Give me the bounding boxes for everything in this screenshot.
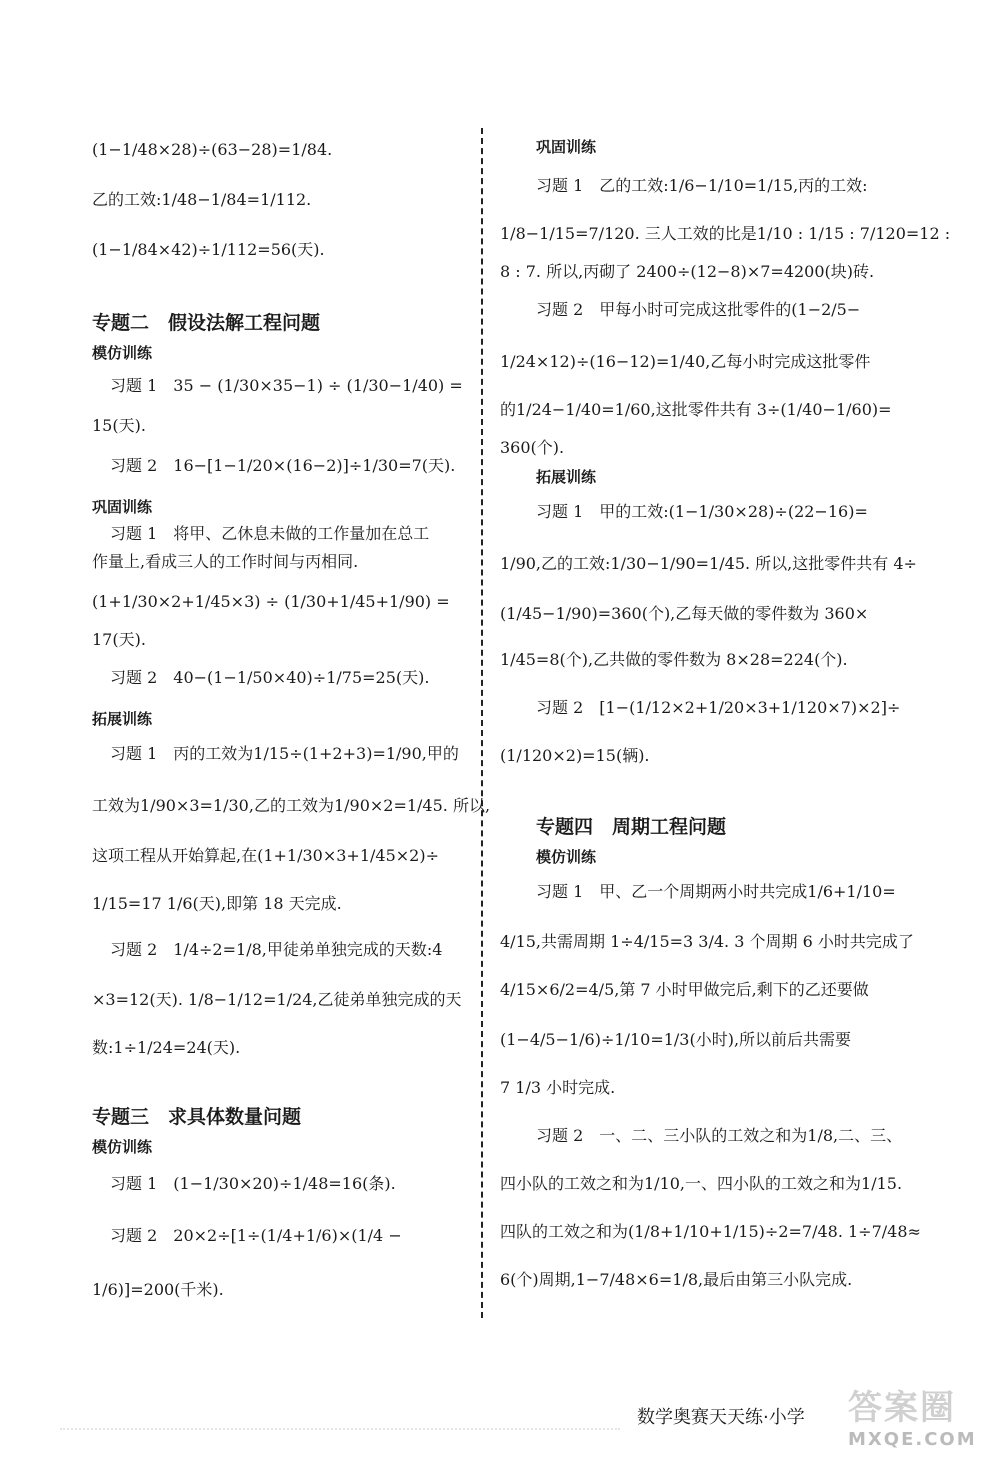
column-divider (481, 128, 483, 1318)
text-line: 习题 1 丙的工效为1/15÷(1+2+3)=1/90,甲的 (110, 744, 459, 763)
text-line: 1/45=8(个),乙共做的零件数为 8×28=224(个). (500, 650, 848, 669)
text-line: 习题 2 16−[1−1/20×(16−2)]÷1/30=7(天). (110, 456, 456, 475)
text-line: 习题 1 乙的工效:1/6−1/10=1/15,丙的工效: (536, 176, 868, 195)
text-line: 的1/24−1/40=1/60,这批零件共有 3÷(1/40−1/60)= (500, 400, 892, 419)
text-line: 习题 2 甲每小时可完成这批零件的(1−2/5− (536, 300, 861, 319)
text-line: 习题 1 35 − (1/30×35−1) ÷ (1/30−1/40) = (110, 376, 463, 395)
watermark-text: 答案圈 (848, 1388, 956, 1428)
subsection-title: 模仿训练 (536, 848, 597, 866)
text-line: 工效为1/90×3=1/30,乙的工效为1/90×2=1/45. 所以, (92, 796, 491, 815)
subsection-title: 巩固训练 (536, 138, 597, 156)
text-line: 习题 1 甲的工效:(1−1/30×28)÷(22−16)= (536, 502, 868, 521)
text-line: 习题 2 一、二、三小队的工效之和为1/8,二、三、 (536, 1126, 903, 1145)
text-line: 360(个). (500, 438, 565, 457)
text-line: 1/8−1/15=7/120. 三人工效的比是1/10 : 1/15 : 7/120=12 : (500, 224, 951, 243)
section-title: 专题三 求具体数量问题 (92, 1106, 302, 1128)
text-line: 习题 2 1/4÷2=1/8,甲徒弟单独完成的天数:4 (110, 940, 443, 959)
text-line: 习题 2 [1−(1/12×2+1/20×3+1/120×7)×2]÷ (536, 698, 901, 717)
text-line: 7 1/3 小时完成. (500, 1078, 616, 1097)
subsection-title: 拓展训练 (536, 468, 597, 486)
text-line: 四小队的工效之和为1/10,一、四小队的工效之和为1/15. (500, 1174, 903, 1193)
text-line: 6(个)周期,1−7/48×6=1/8,最后由第三小队完成. (500, 1270, 853, 1289)
text-line: (1−1/84×42)÷1/112=56(天). (92, 240, 325, 259)
text-line: 8 : 7. 所以,丙砌了 2400÷(12−8)×7=4200(块)砖. (500, 262, 875, 281)
text-line: 1/15=17 1/6(天),即第 18 天完成. (92, 894, 342, 913)
text-line: (1/120×2)=15(辆). (500, 746, 650, 765)
text-line: 4/15,共需周期 1÷4/15=3 3/4. 3 个周期 6 小时共完成了 (500, 932, 914, 951)
text-line: 习题 1 (1−1/30×20)÷1/48=16(条). (110, 1174, 396, 1193)
text-line: 习题 1 甲、乙一个周期两小时共完成1/6+1/10= (536, 882, 896, 901)
text-line: 1/24×12)÷(16−12)=1/40,乙每小时完成这批零件 (500, 352, 871, 371)
text-line: ×3=12(天). 1/8−1/12=1/24,乙徒弟单独完成的天 (92, 990, 462, 1009)
text-line: 习题 2 40−(1−1/50×40)÷1/75=25(天). (110, 668, 430, 687)
text-line: 4/15×6/2=4/5,第 7 小时甲做完后,剩下的乙还要做 (500, 980, 869, 999)
text-line: 15(天). (92, 416, 146, 435)
subsection-title: 巩固训练 (92, 498, 153, 516)
text-line: 这项工程从开始算起,在(1+1/30×3+1/45×2)÷ (92, 846, 440, 865)
text-line: 17(天). (92, 630, 146, 649)
subsection-title: 模仿训练 (92, 344, 153, 362)
text-line: 四队的工效之和为(1/8+1/10+1/15)÷2=7/48. 1÷7/48≈ (500, 1222, 921, 1241)
text-line: 习题 1 将甲、乙休息未做的工作量加在总工 (110, 524, 430, 543)
subsection-title: 模仿训练 (92, 1138, 153, 1156)
subsection-title: 拓展训练 (92, 710, 153, 728)
text-line: (1−4/5−1/6)÷1/10=1/3(小时),所以前后共需要 (500, 1030, 852, 1049)
text-line: 作量上,看成三人的工作时间与丙相同. (92, 552, 359, 571)
text-line: (1−1/48×28)÷(63−28)=1/84. (92, 140, 333, 159)
section-title: 专题四 周期工程问题 (536, 816, 727, 838)
footer-decoration (60, 1428, 620, 1430)
text-line: 1/90,乙的工效:1/30−1/90=1/45. 所以,这批零件共有 4÷ (500, 554, 917, 573)
watermark-logo (848, 1380, 986, 1450)
text-line: 数:1÷1/24=24(天). (92, 1038, 241, 1057)
text-line: (1/45−1/90)=360(个),乙每天做的零件数为 360× (500, 604, 869, 623)
text-line: 1/6)]=200(千米). (92, 1280, 224, 1299)
text-line: 习题 2 20×2÷[1÷(1/4+1/6)×(1/4 − (110, 1226, 402, 1245)
page-footer: 数学奥赛天天练·小学 (637, 1407, 805, 1428)
text-line: (1+1/30×2+1/45×3) ÷ (1/30+1/45+1/90) = (92, 592, 450, 611)
text-line: 乙的工效:1/48−1/84=1/112. (92, 190, 312, 209)
section-title: 专题二 假设法解工程问题 (92, 312, 321, 334)
watermark-url: MXQE.COM (848, 1429, 977, 1450)
